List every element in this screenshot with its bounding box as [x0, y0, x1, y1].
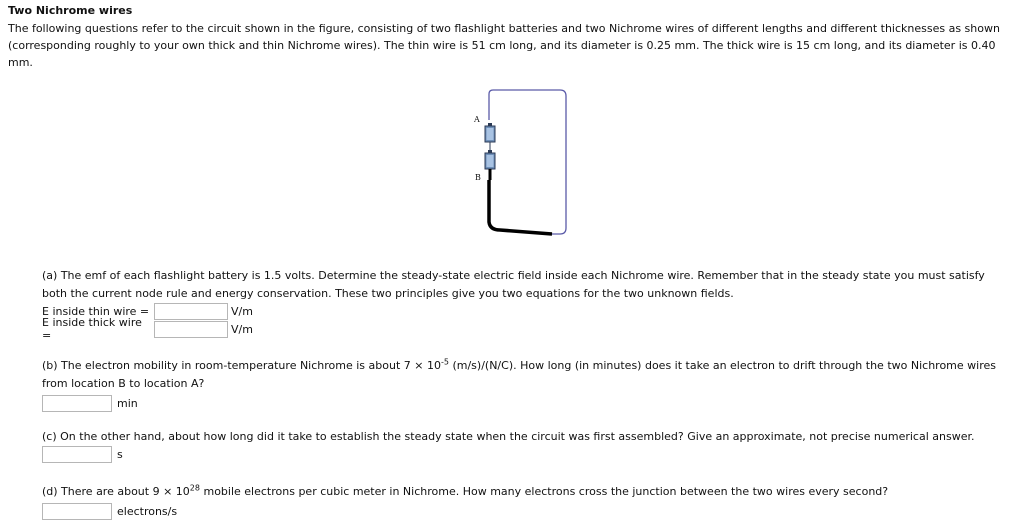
circuit-figure: [470, 84, 580, 244]
thin-wire: [489, 90, 566, 234]
part-b-text: [42, 357, 1012, 393]
part-b-text-before: (b) The electron mobility in room-temperature Nichrome is about 7 × 10: [42, 359, 441, 372]
circuit-diagram: [470, 84, 580, 244]
battery-top: [485, 123, 495, 142]
label-a: A: [474, 115, 480, 124]
intro-text: The following questions refer to the circuit shown in the figure, consisting of two flashlight batteries and two Nichrome wires of different lengths and different thicknesses as shown (corresponding roughly to your own thick and thin Nichrome wires). The thin wire is 51 cm long, and its diameter is 0.25 mm. The thick wire is 15 cm long, and its diameter is 0.40 mm.: [8, 22, 1000, 69]
steady-state-time-row: [42, 445, 123, 463]
drift-time-unit: min: [117, 396, 138, 410]
thin-wire-label: E inside thin wire =: [42, 304, 150, 318]
drift-time-row: [42, 394, 138, 412]
thick-wire-field-input[interactable]: [154, 321, 228, 338]
part-d-text-before: (d) There are about 9 × 10: [42, 485, 190, 498]
part-b-text-after: (m/s)/(N/C). How long (in minutes) does it take an electron to drift through the two Nichrome wires from location B to location A?: [42, 359, 996, 390]
part-b-exponent: -5: [440, 357, 449, 367]
part-c-text: (c) On the other hand, about how long did it take to establish the steady state when the circuit was first assembled? Give an approximate, not precise numerical answer.: [42, 430, 975, 443]
electron-rate-input[interactable]: [42, 503, 112, 520]
thick-wire-unit: V/m: [231, 322, 253, 336]
electron-rate-row: [42, 502, 177, 520]
steady-state-time-input[interactable]: [42, 446, 112, 463]
label-b: B: [475, 173, 481, 182]
steady-state-time-unit: s: [117, 447, 123, 461]
thick-wire-label: E inside thick wire =: [42, 316, 142, 342]
battery-bottom: [485, 150, 495, 169]
page-title: Two Nichrome wires: [8, 4, 133, 17]
part-a-text: (a) The emf of each flashlight battery is 1.5 volts. Determine the steady-state electric field inside each Nichrome wire. Remember that in the steady state you must satisfy both the current node rule and energy conservation. These two principles give you two equations for the two unknown fields.: [42, 269, 985, 300]
thin-wire-unit: V/m: [231, 304, 253, 318]
part-d-text: [42, 483, 1012, 501]
thick-wire: [489, 180, 552, 234]
part-d-text-after: mobile electrons per cubic meter in Nichrome. How many electrons cross the junction between the two wires every second?: [199, 485, 889, 498]
thick-wire-row: [42, 316, 253, 342]
electron-rate-unit: electrons/s: [117, 504, 178, 518]
drift-time-input[interactable]: [42, 395, 112, 412]
part-d-exponent: 28: [189, 483, 200, 493]
thin-wire-field-input[interactable]: [154, 303, 228, 320]
